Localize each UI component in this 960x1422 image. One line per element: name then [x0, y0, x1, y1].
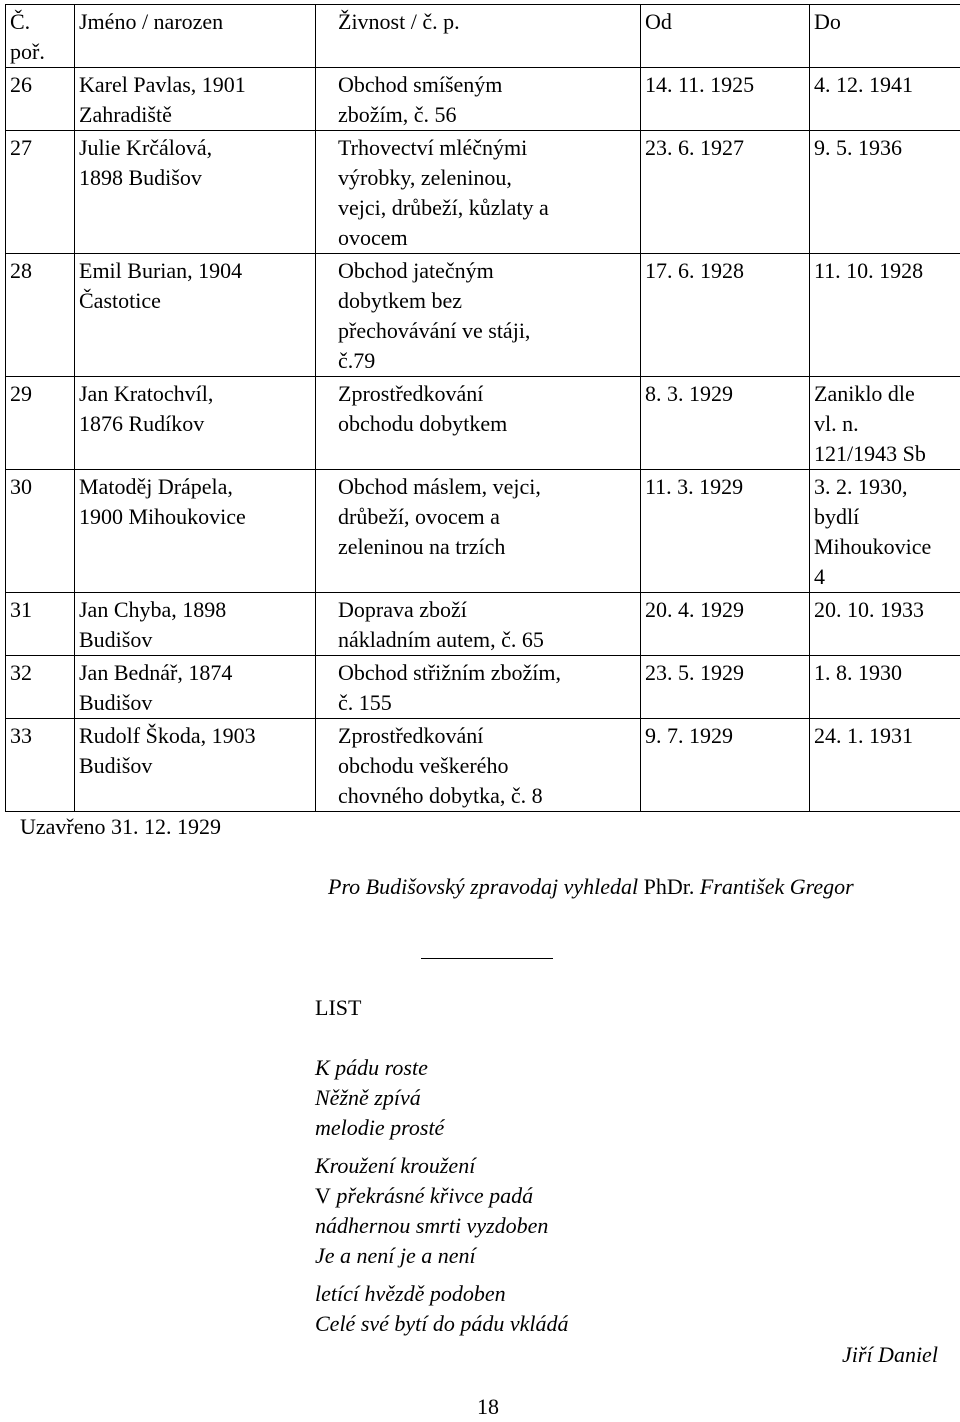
row-number: 31 — [6, 593, 75, 656]
credit-degree: PhDr. — [644, 874, 695, 899]
header-trade: Živnost / č. p. — [316, 5, 641, 68]
table-row — [6, 593, 960, 656]
row-trade: Doprava zboží nákladním autem, č. 65 — [316, 593, 641, 656]
row-trade: Obchod smíšeným zbožím, č. 56 — [316, 68, 641, 131]
table-header-row — [6, 5, 960, 68]
row-number: 29 — [6, 377, 75, 470]
row-name: Jan Chyba, 1898 Budišov — [75, 593, 316, 656]
row-to: 11. 10. 1928 — [810, 254, 960, 377]
poem-line: Něžně zpívá — [315, 1083, 569, 1113]
table-row — [6, 377, 960, 470]
poem-line: Je a není je a není — [315, 1241, 569, 1271]
row-trade: Obchod máslem, vejci, drůbeží, ovocem a zeleninou na trzích — [316, 470, 641, 593]
poem-line: nádhernou smrti vyzdoben — [315, 1211, 569, 1241]
credit-line — [328, 872, 854, 902]
header-name: Jméno / narozen — [75, 5, 316, 68]
row-trade: Trhovectví mléčnými výrobky, zeleninou, vejci, drůbeží, kůzlaty a ovocem — [316, 131, 641, 254]
poem-line: letící hvězdě podoben — [315, 1279, 569, 1309]
header-no: Č. poř. — [6, 5, 75, 68]
row-name: Jan Kratochvíl, 1876 Rudíkov — [75, 377, 316, 470]
header-from: Od — [641, 5, 810, 68]
row-to: Zaniklo dle vl. n. 121/1943 Sb — [810, 377, 960, 470]
row-to: 9. 5. 1936 — [810, 131, 960, 254]
row-name: Matoděj Drápela, 1900 Mihoukovice — [75, 470, 316, 593]
credit-text: Pro Budišovský zpravodaj vyhledal — [328, 874, 638, 899]
row-name: Rudolf Škoda, 1903 Budišov — [75, 719, 316, 812]
row-number: 30 — [6, 470, 75, 593]
table-row — [6, 68, 960, 131]
poem-line: Celé své bytí do pádu vkládá — [315, 1309, 569, 1339]
poem-line: K pádu roste — [315, 1053, 569, 1083]
row-trade: Zprostředkování obchodu veškerého chovného dobytka, č. 8 — [316, 719, 641, 812]
row-trade: Obchod jatečným dobytkem bez přechovávání ve stáji, č.79 — [316, 254, 641, 377]
poem-body — [315, 1053, 569, 1339]
row-from: 17. 6. 1928 — [641, 254, 810, 377]
row-from: 8. 3. 1929 — [641, 377, 810, 470]
table-row — [6, 656, 960, 719]
table-row — [6, 254, 960, 377]
row-name: Julie Krčálová, 1898 Budišov — [75, 131, 316, 254]
poem-line-rest: překrásné křivce padá — [331, 1183, 533, 1208]
page-number: 18 — [477, 1392, 499, 1422]
poem-line — [315, 1181, 569, 1211]
table-body — [6, 68, 960, 812]
table-row — [6, 131, 960, 254]
header-to: Do — [810, 5, 960, 68]
row-from: 20. 4. 1929 — [641, 593, 810, 656]
row-number: 28 — [6, 254, 75, 377]
row-number: 27 — [6, 131, 75, 254]
row-name: Karel Pavlas, 1901 Zahradiště — [75, 68, 316, 131]
poem-author: Jiří Daniel — [842, 1340, 938, 1370]
credit-author: František Gregor — [700, 874, 854, 899]
row-number: 33 — [6, 719, 75, 812]
row-from: 9. 7. 1929 — [641, 719, 810, 812]
row-trade: Obchod střižním zbožím, č. 155 — [316, 656, 641, 719]
row-number: 26 — [6, 68, 75, 131]
row-to: 3. 2. 1930, bydlí Mihoukovice 4 — [810, 470, 960, 593]
row-to: 24. 1. 1931 — [810, 719, 960, 812]
row-from: 14. 11. 1925 — [641, 68, 810, 131]
row-name: Jan Bednář, 1874 Budišov — [75, 656, 316, 719]
row-from: 23. 5. 1929 — [641, 656, 810, 719]
row-from: 23. 6. 1927 — [641, 131, 810, 254]
poem-line: melodie prosté — [315, 1113, 569, 1143]
trade-register-table — [5, 4, 960, 812]
separator-line — [421, 958, 553, 959]
row-trade: Zprostředkování obchodu dobytkem — [316, 377, 641, 470]
poem-title: LIST — [315, 993, 361, 1023]
table-row — [6, 719, 960, 812]
row-to: 20. 10. 1933 — [810, 593, 960, 656]
row-to: 4. 12. 1941 — [810, 68, 960, 131]
poem-line-initial: V — [315, 1183, 331, 1208]
table-row — [6, 470, 960, 593]
row-name: Emil Burian, 1904 Častotice — [75, 254, 316, 377]
closed-note: Uzavřeno 31. 12. 1929 — [20, 812, 221, 842]
row-from: 11. 3. 1929 — [641, 470, 810, 593]
row-number: 32 — [6, 656, 75, 719]
poem-line: Kroužení kroužení — [315, 1151, 569, 1181]
row-to: 1. 8. 1930 — [810, 656, 960, 719]
